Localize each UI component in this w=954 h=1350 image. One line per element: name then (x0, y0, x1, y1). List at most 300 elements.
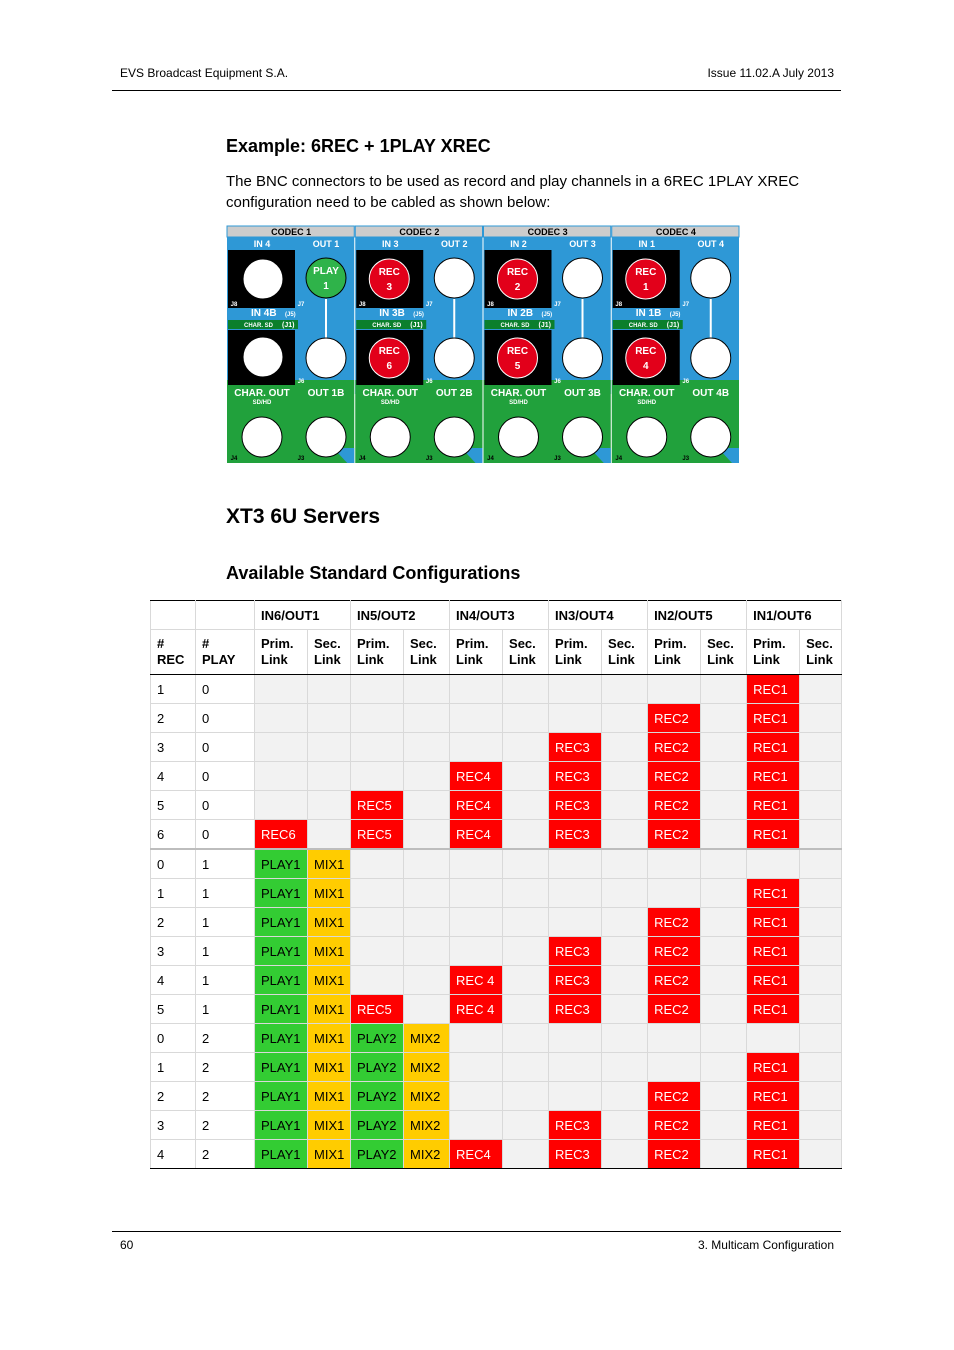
table-row (151, 675, 842, 704)
channel-cell: REC1 (747, 791, 800, 820)
channel-cell: PLAY1 (255, 937, 308, 966)
rec-count: 2 (151, 1082, 196, 1111)
header-sec-link: Sec. Link (503, 630, 549, 675)
channel-cell (404, 820, 450, 850)
channel-cell: REC2 (648, 937, 701, 966)
play-count: 0 (196, 704, 255, 733)
j5-label: (J5) (541, 312, 553, 318)
channel-cell (800, 675, 842, 704)
j1-label: (J1) (410, 322, 423, 329)
in-b-label: IN 3B (379, 308, 405, 319)
channel-cell: PLAY2 (351, 1111, 404, 1140)
channel-cell: PLAY1 (255, 1082, 308, 1111)
char-out-label: CHAR. OUT (362, 388, 419, 399)
jack-label: J6 (425, 379, 433, 385)
channel-cell (404, 849, 450, 879)
channel-cell (701, 937, 747, 966)
channel-cell (602, 704, 648, 733)
channel-cell (800, 966, 842, 995)
channel-cell (549, 1053, 602, 1082)
channel-cell (549, 879, 602, 908)
channel-cell (308, 820, 351, 850)
channel-cell: MIX1 (308, 1053, 351, 1082)
channel-cell: REC4 (450, 762, 503, 791)
channel-cell (701, 1111, 747, 1140)
header-group: IN4/OUT3 (450, 601, 549, 630)
char-out-label: CHAR. OUT (234, 388, 290, 399)
channel-cell (308, 733, 351, 762)
channel-cell (255, 704, 308, 733)
in-label: IN 2 (510, 239, 527, 249)
bnc-connector-icon (563, 417, 603, 457)
sdhd-label: SD/HD (509, 400, 528, 406)
channel-cell (450, 733, 503, 762)
channel-cell: PLAY1 (255, 1024, 308, 1053)
channel-cell: REC2 (648, 908, 701, 937)
channel-cell: PLAY1 (255, 995, 308, 1024)
channel-cell (701, 1053, 747, 1082)
channel-cell (351, 762, 404, 791)
channel-cell: REC5 (351, 995, 404, 1024)
header-sec-link: Sec. Link (308, 630, 351, 675)
channel-cell (701, 995, 747, 1024)
char-sd-label: CHAR. SD (372, 323, 402, 329)
channel-cell (701, 791, 747, 820)
header-prim-link: Prim. Link (255, 630, 308, 675)
channel-cell (701, 1082, 747, 1111)
out-label: OUT 2 (440, 239, 468, 249)
j1-label: (J1) (538, 322, 551, 329)
play-count: 1 (196, 879, 255, 908)
badge-number: 5 (514, 361, 521, 372)
in-label: IN 1 (638, 239, 656, 249)
out-b-label: OUT 4B (692, 388, 730, 399)
channel-cell: REC2 (648, 791, 701, 820)
table-row (151, 1140, 842, 1169)
char-sd-label: CHAR. SD (628, 323, 658, 329)
channel-cell (602, 762, 648, 791)
channel-cell (701, 1024, 747, 1053)
badge-label: PLAY (313, 266, 339, 277)
jack-label: J6 (682, 379, 690, 385)
play-count: 2 (196, 1111, 255, 1140)
channel-cell (351, 675, 404, 704)
channel-cell (450, 849, 503, 879)
channel-cell: PLAY1 (255, 849, 308, 879)
channel-cell (800, 908, 842, 937)
channel-cell: REC6 (255, 820, 308, 850)
channel-cell (450, 1082, 503, 1111)
channel-cell: PLAY1 (255, 879, 308, 908)
table-row (151, 1082, 842, 1111)
bnc-connector-icon (563, 258, 603, 298)
section-title: XT3 6U Servers (226, 505, 381, 528)
channel-cell (648, 1053, 701, 1082)
channel-cell (701, 733, 747, 762)
channel-cell: MIX1 (308, 937, 351, 966)
channel-cell: REC3 (549, 762, 602, 791)
channel-cell (351, 908, 404, 937)
channel-cell (800, 762, 842, 791)
play-count: 2 (196, 1053, 255, 1082)
rec-count: 3 (151, 1111, 196, 1140)
channel-cell (602, 733, 648, 762)
jack-label: J6 (297, 379, 305, 385)
channel-cell (351, 966, 404, 995)
rec-count: 1 (151, 675, 196, 704)
channel-cell (701, 820, 747, 850)
channel-cell: REC 4 (450, 966, 503, 995)
header-rule (112, 90, 841, 91)
header-prim-link: Prim. Link (747, 630, 800, 675)
table-row (151, 704, 842, 733)
channel-cell (308, 791, 351, 820)
channel-cell: REC2 (648, 820, 701, 850)
header-prim-link: Prim. Link (648, 630, 701, 675)
channel-cell: MIX1 (308, 849, 351, 879)
channel-cell: MIX1 (308, 908, 351, 937)
table-row (151, 966, 842, 995)
play-badge-icon (306, 258, 346, 298)
rec-count: 1 (151, 1053, 196, 1082)
rec-count: 0 (151, 1024, 196, 1053)
channel-cell (800, 849, 842, 879)
play-count: 0 (196, 791, 255, 820)
channel-cell: PLAY2 (351, 1140, 404, 1169)
jack-label: J8 (487, 302, 494, 308)
footer-rule (112, 1231, 841, 1232)
channel-cell (503, 937, 549, 966)
play-count: 2 (196, 1082, 255, 1111)
in-b-label: IN 4B (251, 308, 277, 319)
channel-cell (255, 675, 308, 704)
channel-cell (602, 1111, 648, 1140)
badge-label: REC (378, 267, 400, 278)
channel-cell (450, 675, 503, 704)
header-sec-link: Sec. Link (701, 630, 747, 675)
badge-label: REC (378, 346, 400, 357)
rec-badge-icon (626, 338, 666, 378)
header-count: # REC (151, 630, 196, 675)
bnc-connector-icon (242, 417, 282, 457)
channel-cell: REC1 (747, 675, 800, 704)
rec-count: 3 (151, 733, 196, 762)
channel-cell (503, 1140, 549, 1169)
channel-cell: MIX1 (308, 1111, 351, 1140)
channel-cell (404, 908, 450, 937)
header-company: EVS Broadcast Equipment S.A. (120, 66, 289, 80)
channel-cell: REC2 (648, 733, 701, 762)
channel-cell: REC1 (747, 1111, 800, 1140)
channel-cell: REC1 (747, 1140, 800, 1169)
jack-label: J6 (554, 379, 561, 385)
channel-cell (255, 791, 308, 820)
channel-cell (308, 704, 351, 733)
sdhd-label: SD/HD (252, 400, 272, 406)
channel-cell: REC1 (747, 762, 800, 791)
bnc-connector-icon (370, 417, 410, 457)
table-row (151, 937, 842, 966)
header-prim-link: Prim. Link (351, 630, 404, 675)
channel-cell (503, 762, 549, 791)
channel-cell (800, 1082, 842, 1111)
rec-count: 2 (151, 908, 196, 937)
channel-cell: MIX1 (308, 1024, 351, 1053)
codec-name: CODEC 4 (655, 227, 696, 237)
channel-cell: MIX1 (308, 879, 351, 908)
channel-cell (549, 704, 602, 733)
channel-cell (602, 791, 648, 820)
channel-cell: REC1 (747, 820, 800, 850)
channel-cell: REC1 (747, 733, 800, 762)
channel-cell (602, 820, 648, 850)
jack-label: J8 (358, 302, 366, 308)
jack-label: J4 (358, 456, 366, 462)
channel-cell: MIX1 (308, 1140, 351, 1169)
rec-count: 5 (151, 995, 196, 1024)
rec-count: 4 (151, 966, 196, 995)
sdhd-label: SD/HD (380, 400, 400, 406)
header-blank (196, 601, 255, 630)
j5-label: (J5) (669, 312, 681, 318)
channel-cell: REC3 (549, 966, 602, 995)
header-group: IN3/OUT4 (549, 601, 648, 630)
channel-cell (800, 1140, 842, 1169)
jack-label: J4 (615, 456, 623, 462)
channel-cell (404, 879, 450, 908)
channel-cell: MIX1 (308, 1082, 351, 1111)
channel-cell (503, 704, 549, 733)
table-row (151, 995, 842, 1024)
play-count: 1 (196, 937, 255, 966)
header-group: IN2/OUT5 (648, 601, 747, 630)
channel-cell (800, 995, 842, 1024)
bnc-connector-icon (434, 417, 474, 457)
example-heading: Example: 6REC + 1PLAY XREC (226, 136, 491, 156)
channel-cell: REC2 (648, 762, 701, 791)
badge-label: REC (635, 267, 657, 278)
header-prim-link: Prim. Link (549, 630, 602, 675)
badge-number: 4 (642, 361, 649, 372)
j1-label: (J1) (282, 322, 295, 329)
channel-cell (800, 937, 842, 966)
channel-cell (351, 733, 404, 762)
play-count: 0 (196, 820, 255, 850)
in-b-label: IN 1B (635, 308, 662, 319)
channel-cell: PLAY2 (351, 1053, 404, 1082)
rec-badge-icon (369, 259, 409, 299)
channel-cell: REC 4 (450, 995, 503, 1024)
char-sd-label: CHAR. SD (500, 323, 530, 329)
channel-cell: REC2 (648, 704, 701, 733)
jack-label: J7 (682, 302, 690, 308)
channel-cell (701, 849, 747, 879)
channel-cell (450, 1053, 503, 1082)
channel-cell (602, 1140, 648, 1169)
channel-cell (450, 704, 503, 733)
channel-cell: REC4 (450, 820, 503, 850)
channel-cell (602, 937, 648, 966)
jack-label: J3 (554, 456, 561, 462)
jack-label: J3 (297, 456, 305, 462)
table-row (151, 1111, 842, 1140)
rec-count: 6 (151, 820, 196, 850)
channel-cell: PLAY1 (255, 1053, 308, 1082)
channel-cell (602, 1082, 648, 1111)
channel-cell (800, 1053, 842, 1082)
header-group: IN1/OUT6 (747, 601, 842, 630)
out-b-label: OUT 2B (435, 388, 473, 399)
channel-cell: MIX1 (308, 995, 351, 1024)
channel-cell (450, 879, 503, 908)
channel-cell (602, 966, 648, 995)
channel-cell (255, 733, 308, 762)
channel-cell (450, 908, 503, 937)
channel-cell: REC1 (747, 966, 800, 995)
channel-cell (747, 1024, 800, 1053)
example-text: The BNC connectors to be used as record and play channels in a 6REC 1PLAY XREC configuration need to be cabled as shown below: (226, 173, 800, 211)
jack-label: J3 (682, 456, 690, 462)
bnc-connector-icon (563, 338, 603, 378)
char-out-label: CHAR. OUT (618, 388, 675, 399)
channel-cell: REC3 (549, 820, 602, 850)
header-prim-link: Prim. Link (450, 630, 503, 675)
channel-cell: PLAY1 (255, 908, 308, 937)
play-count: 0 (196, 733, 255, 762)
channel-cell (800, 704, 842, 733)
subsection-title: Available Standard Configurations (226, 563, 521, 583)
channel-cell: MIX2 (404, 1053, 450, 1082)
char-sd-label: CHAR. SD (244, 323, 274, 329)
channel-cell (404, 966, 450, 995)
rec-count: 3 (151, 937, 196, 966)
table-row (151, 879, 842, 908)
channel-cell (351, 849, 404, 879)
jack-label: J7 (425, 302, 433, 308)
channel-cell: PLAY2 (351, 1082, 404, 1111)
jack-label: J8 (615, 302, 623, 308)
bnc-connector-icon (243, 337, 283, 377)
table-row (151, 1024, 842, 1053)
codec-name: CODEC 3 (527, 227, 568, 237)
channel-cell (701, 966, 747, 995)
channel-cell (503, 849, 549, 879)
channel-cell (503, 675, 549, 704)
out-label: OUT 4 (697, 239, 725, 249)
bnc-connector-icon (627, 417, 667, 457)
header-group: IN5/OUT2 (351, 601, 450, 630)
channel-cell (450, 1111, 503, 1140)
channel-cell (701, 1140, 747, 1169)
play-count: 2 (196, 1024, 255, 1053)
channel-cell: REC1 (747, 879, 800, 908)
channel-cell: REC2 (648, 1111, 701, 1140)
channel-cell: PLAY1 (255, 1140, 308, 1169)
channel-cell (351, 879, 404, 908)
channel-cell (800, 733, 842, 762)
channel-cell: REC1 (747, 704, 800, 733)
header-count: # PLAY (196, 630, 255, 675)
channel-cell (747, 849, 800, 879)
header-sec-link: Sec. Link (404, 630, 450, 675)
footer-page-number: 60 (120, 1238, 134, 1252)
sdhd-label: SD/HD (637, 400, 657, 406)
channel-cell (503, 966, 549, 995)
badge-label: REC (506, 346, 529, 357)
channel-cell: MIX2 (404, 1082, 450, 1111)
in-label: IN 3 (381, 239, 399, 249)
rec-count: 2 (151, 704, 196, 733)
channel-cell (602, 908, 648, 937)
rec-count: 5 (151, 791, 196, 820)
channel-cell (648, 879, 701, 908)
badge-number: 3 (386, 282, 393, 293)
channel-cell (701, 908, 747, 937)
channel-cell (549, 908, 602, 937)
channel-cell (549, 1024, 602, 1053)
table-row (151, 762, 842, 791)
channel-cell (549, 675, 602, 704)
channel-cell (648, 1024, 701, 1053)
channel-cell: MIX2 (404, 1024, 450, 1053)
channel-cell (800, 879, 842, 908)
channel-cell (404, 791, 450, 820)
rec-count: 0 (151, 849, 196, 879)
channel-cell: MIX2 (404, 1140, 450, 1169)
table-row (151, 791, 842, 820)
channel-cell (503, 879, 549, 908)
channel-cell: REC3 (549, 937, 602, 966)
out-label: OUT 1 (312, 239, 340, 249)
play-count: 1 (196, 995, 255, 1024)
badge-label: REC (635, 346, 657, 357)
channel-cell (308, 675, 351, 704)
badge-number: 2 (514, 282, 521, 293)
bnc-connector-icon (434, 258, 474, 298)
in-label: IN 4 (253, 239, 271, 249)
badge-number: 1 (323, 281, 329, 292)
channel-cell: REC1 (747, 937, 800, 966)
channel-cell (800, 820, 842, 850)
table-row (151, 849, 842, 879)
channel-cell: REC2 (648, 966, 701, 995)
header-sec-link: Sec. Link (602, 630, 648, 675)
jack-label: J8 (230, 302, 238, 308)
channel-cell: REC1 (747, 1053, 800, 1082)
channel-cell (701, 675, 747, 704)
channel-cell (404, 762, 450, 791)
channel-cell: REC5 (351, 820, 404, 850)
channel-cell (602, 995, 648, 1024)
channel-cell (404, 675, 450, 704)
jack-label: J7 (554, 302, 561, 308)
bnc-connector-icon (691, 417, 731, 457)
play-count: 2 (196, 1140, 255, 1169)
j1-label: (J1) (666, 322, 680, 329)
channel-cell: MIX1 (308, 966, 351, 995)
channel-cell (549, 849, 602, 879)
bnc-connector-icon (691, 258, 731, 298)
channel-cell: REC4 (450, 1140, 503, 1169)
j5-label: (J5) (413, 312, 424, 318)
channel-cell (648, 675, 701, 704)
channel-cell: REC3 (549, 733, 602, 762)
channel-cell (602, 1024, 648, 1053)
rec-badge-icon (626, 259, 666, 299)
table-row (151, 908, 842, 937)
play-count: 0 (196, 675, 255, 704)
channel-cell (503, 908, 549, 937)
